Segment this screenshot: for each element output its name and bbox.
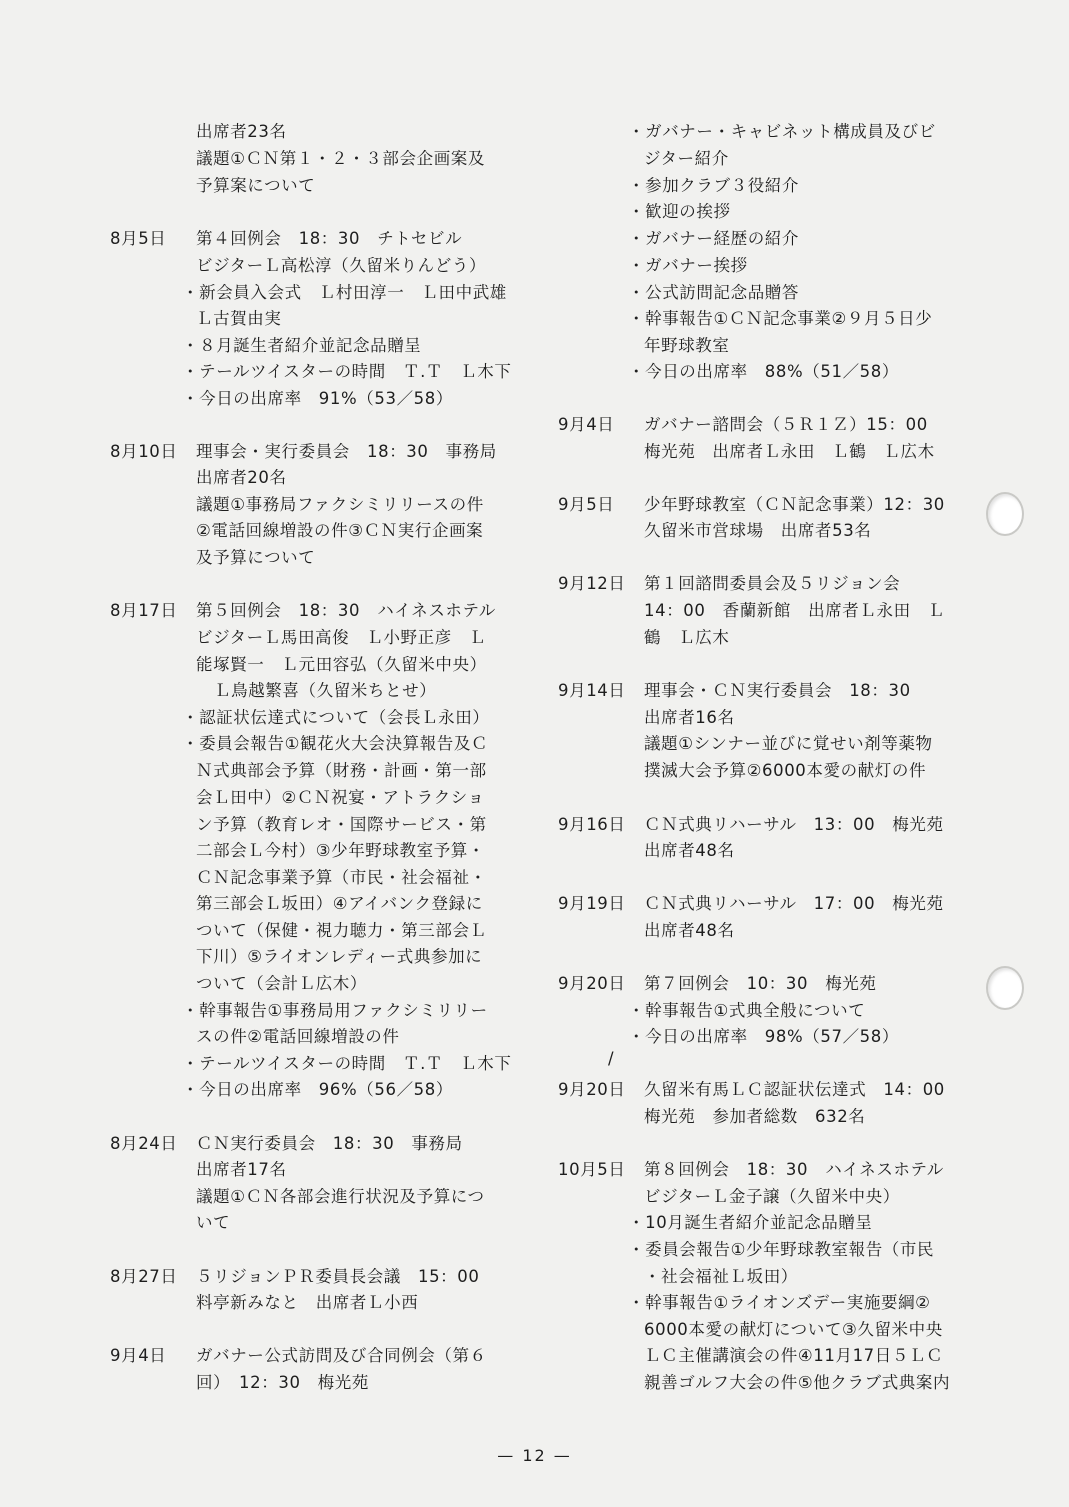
text-line: Ｎ式典部会予算（財務・計画・第一部	[196, 761, 487, 780]
punch-hole-bottom	[986, 966, 1024, 1010]
text-line: 久留米有馬ＬＣ認証状伝達式 14：00	[644, 1080, 945, 1099]
text-line: 親善ゴルフ大会の件⑤他クラブ式典案内	[644, 1373, 951, 1392]
entry-date: 9月20日	[558, 974, 626, 993]
text-line: ついて（会計Ｌ広木）	[196, 974, 367, 993]
text-line: 料亭新みなと 出席者Ｌ小西	[196, 1293, 419, 1312]
text-line: ・参加クラブ３役紹介	[628, 176, 799, 195]
text-line: 及予算について	[196, 548, 316, 567]
text-line: ・委員会報告①観花火大会決算報告及Ｃ	[182, 734, 489, 753]
text-line: 議題①シンナー並びに覚せい剤等薬物	[644, 734, 933, 753]
text-line: ＬＣ主催講演会の件④11月17日５ＬＣ	[644, 1346, 944, 1365]
text-line: 予算案について	[196, 176, 316, 195]
entry-date: 8月17日	[110, 601, 178, 620]
text-line: ・ガバナー・キャビネット構成員及びビ	[628, 122, 936, 141]
text-line: ・新会員入会式 Ｌ村田淳一 Ｌ田中武雄	[182, 283, 507, 302]
text-line: ン予算（教育レオ・国際サービス・第	[196, 815, 487, 834]
text-line: 出席者16名	[644, 708, 735, 727]
text-line: 出席者20名	[196, 468, 287, 487]
text-line: ・幹事報告①事務局用ファクシミリリー	[182, 1001, 488, 1020]
text-line: ビジターＬ高松淳（久留米りんどう）	[196, 256, 487, 275]
text-line: 第４回例会 18：30 チトセビル	[196, 229, 463, 248]
text-line: ガバナー公式訪問及び合同例会（第６	[196, 1346, 487, 1365]
entry-date: 8月5日	[110, 229, 167, 248]
text-line: ・幹事報告①ＣＮ記念事業②９月５日少	[628, 309, 933, 328]
text-line: ・認証状伝達式について（会長Ｌ永田）	[182, 708, 490, 727]
entry-date: 10月5日	[558, 1160, 626, 1179]
text-line: ・ガバナー経歴の紹介	[628, 229, 799, 248]
text-line: いて	[196, 1213, 231, 1232]
text-line: 6000本愛の献灯について③久留米中央	[644, 1320, 943, 1339]
text-line: ５リジョンＰＲ委員長会議 15：00	[196, 1267, 480, 1286]
text-line: 議題①ＣＮ第１・２・３部会企画案及	[196, 149, 485, 168]
text-line: ・今日の出席率 91%（53／58）	[182, 389, 453, 408]
entry-date: 9月4日	[110, 1346, 167, 1365]
entry-date: 8月10日	[110, 442, 178, 461]
text-line: 第５回例会 18：30 ハイネスホテル	[196, 601, 496, 620]
text-line: 鶴 Ｌ広木	[644, 628, 730, 647]
text-line: ジター紹介	[644, 149, 729, 168]
text-line: ・今日の出席率 88%（51／58）	[628, 362, 899, 381]
text-line: ・幹事報告①式典全般について	[628, 1001, 866, 1020]
text-line: 会Ｌ田中）②ＣＮ祝宴・アトラクショ	[196, 788, 485, 807]
text-line: スの件②電話回線増設の件	[196, 1027, 400, 1046]
entry-date: 8月24日	[110, 1134, 178, 1153]
text-line: ・テールツイスターの時間 Ｔ.Ｔ Ｌ木下	[182, 1054, 512, 1073]
entry-date: 9月4日	[558, 415, 615, 434]
page-number: — 12 —	[497, 1446, 572, 1465]
text-line: ・委員会報告①少年野球教室報告（市民	[628, 1240, 935, 1259]
text-line: 二部会Ｌ今村）③少年野球教室予算・	[196, 841, 485, 860]
text-line: ついて（保健・視力聴力・第三部会Ｌ	[196, 921, 487, 940]
text-line: Ｌ鳥越繁喜（久留米ちとせ）	[214, 681, 437, 700]
text-line: 第７回例会 10：30 梅光苑	[644, 974, 877, 993]
text-line: 梅光苑 出席者Ｌ永田 Ｌ鶴 Ｌ広木	[644, 442, 935, 461]
entry-date: 9月16日	[558, 815, 626, 834]
text-line: ビジターＬ金子譲（久留米中央）	[644, 1187, 900, 1206]
text-line: 出席者48名	[644, 841, 735, 860]
text-line: 梅光苑 参加者総数 632名	[644, 1107, 866, 1126]
text-line: 理事会・ＣＮ実行委員会 18：30	[644, 681, 911, 700]
text-line: ・社会福祉Ｌ坂田）	[644, 1267, 798, 1286]
text-line: 議題①事務局ファクシミリリースの件	[196, 495, 484, 514]
separator-mark: /	[608, 1049, 615, 1068]
text-line: ・テールツイスターの時間 Ｔ.Ｔ Ｌ木下	[182, 362, 512, 381]
text-line: ＣＮ式典リハーサル 13：00 梅光苑	[644, 815, 944, 834]
text-line: 第１回諮問委員会及５リジョン会	[644, 574, 901, 593]
text-line: 第三部会Ｌ坂田）④アイバンク登録に	[196, 894, 483, 913]
text-line: ・今日の出席率 96%（56／58）	[182, 1080, 453, 1099]
text-line: ビジターＬ馬田高俊 Ｌ小野正彦 Ｌ	[196, 628, 487, 647]
entry-date: 9月5日	[558, 495, 615, 514]
text-line: 年野球教室	[644, 336, 730, 355]
text-line: ＣＮ式典リハーサル 17：00 梅光苑	[644, 894, 944, 913]
text-line: 下川）⑤ライオンレディー式典参加に	[196, 947, 483, 966]
text-line: ＣＮ記念事業予算（市民・社会福祉・	[196, 868, 487, 887]
text-line: 少年野球教室（ＣＮ記念事業）12：30	[644, 495, 945, 514]
entry-date: 9月12日	[558, 574, 626, 593]
text-line: 第８回例会 18：30 ハイネスホテル	[644, 1160, 944, 1179]
text-line: 久留米市営球場 出席者53名	[644, 521, 872, 540]
entry-date: 8月27日	[110, 1267, 178, 1286]
text-line: ・歓迎の挨拶	[628, 202, 731, 221]
text-line: 撲滅大会予算②6000本愛の献灯の件	[644, 761, 927, 780]
text-line: 議題①ＣＮ各部会進行状況及予算につ	[196, 1187, 485, 1206]
text-line: ・８月誕生者紹介並記念品贈呈	[182, 336, 422, 355]
punch-hole-top	[986, 492, 1024, 536]
text-line: 回） 12：30 梅光苑	[196, 1373, 369, 1392]
text-line: 理事会・実行委員会 18：30 事務局	[196, 442, 497, 461]
text-line: ②電話回線増設の件③ＣＮ実行企画案	[196, 521, 484, 540]
text-line: ・今日の出席率 98%（57／58）	[628, 1027, 899, 1046]
entry-date: 9月19日	[558, 894, 626, 913]
text-line: ・幹事報告①ライオンズデー実施要綱②	[628, 1293, 931, 1312]
text-line: Ｌ古賀由実	[196, 309, 282, 328]
text-line: ＣＮ実行委員会 18：30 事務局	[196, 1134, 463, 1153]
text-line: ・ガバナー挨拶	[628, 256, 748, 275]
text-line: 出席者23名	[196, 122, 287, 141]
text-line: ・公式訪問記念品贈答	[628, 283, 799, 302]
entry-date: 9月14日	[558, 681, 626, 700]
text-line: 出席者17名	[196, 1160, 287, 1179]
text-line: 能塚賢一 Ｌ元田容弘（久留米中央）	[196, 655, 487, 674]
text-line: ガバナー諮問会（５Ｒ１Ｚ）15：00	[644, 415, 928, 434]
text-line: ・10月誕生者紹介並記念品贈呈	[628, 1213, 873, 1232]
entry-date: 9月20日	[558, 1080, 626, 1099]
text-line: 出席者48名	[644, 921, 735, 940]
text-line: 14：00 香蘭新館 出席者Ｌ永田 Ｌ	[644, 601, 945, 620]
